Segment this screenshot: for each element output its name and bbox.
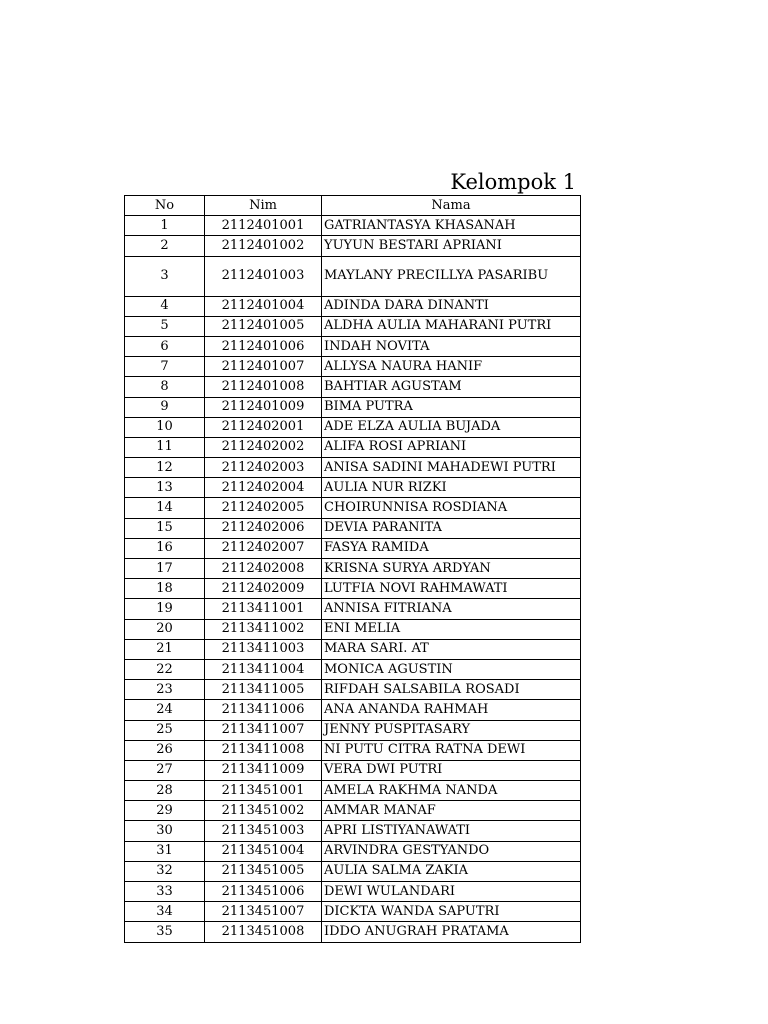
cell-nama: IDDO ANUGRAH PRATAMA xyxy=(322,922,581,942)
cell-nama: GATRIANTASYA KHASANAH xyxy=(322,216,581,236)
cell-no: 9 xyxy=(125,397,205,417)
cell-nama: ADINDA DARA DINANTI xyxy=(322,296,581,316)
cell-nama: MONICA AGUSTIN xyxy=(322,659,581,679)
table-body xyxy=(125,216,581,942)
header-nim: Nim xyxy=(205,196,322,216)
cell-nama: LUTFIA NOVI RAHMAWATI xyxy=(322,579,581,599)
cell-no: 24 xyxy=(125,700,205,720)
table-row xyxy=(125,538,581,558)
cell-nama: ENI MELIA xyxy=(322,619,581,639)
table-row xyxy=(125,700,581,720)
cell-no: 15 xyxy=(125,518,205,538)
cell-nama: ALLYSA NAURA HANIF xyxy=(322,357,581,377)
cell-no: 25 xyxy=(125,720,205,740)
table-row xyxy=(125,397,581,417)
cell-nim: 2112402003 xyxy=(205,458,322,478)
cell-nama: DEVIA PARANITA xyxy=(322,518,581,538)
table-row xyxy=(125,882,581,902)
cell-no: 17 xyxy=(125,559,205,579)
cell-nama: DEWI WULANDARI xyxy=(322,882,581,902)
cell-no: 32 xyxy=(125,861,205,881)
cell-nama: ANA ANANDA RAHMAH xyxy=(322,700,581,720)
cell-nim: 2113411006 xyxy=(205,700,322,720)
document-title: Kelompok 1 xyxy=(450,170,576,194)
table-row xyxy=(125,437,581,457)
cell-no: 30 xyxy=(125,821,205,841)
cell-nama: CHOIRUNNISA ROSDIANA xyxy=(322,498,581,518)
cell-nim: 2113451008 xyxy=(205,922,322,942)
cell-no: 14 xyxy=(125,498,205,518)
cell-nim: 2112402005 xyxy=(205,498,322,518)
cell-no: 12 xyxy=(125,458,205,478)
cell-nama: AULIA SALMA ZAKIA xyxy=(322,861,581,881)
table-row xyxy=(125,659,581,679)
cell-no: 1 xyxy=(125,216,205,236)
cell-no: 18 xyxy=(125,579,205,599)
cell-nim: 2113451005 xyxy=(205,861,322,881)
cell-nim: 2113411003 xyxy=(205,639,322,659)
cell-no: 31 xyxy=(125,841,205,861)
table-row xyxy=(125,902,581,922)
table-row xyxy=(125,861,581,881)
table-row xyxy=(125,559,581,579)
cell-nama: APRI LISTIYANAWATI xyxy=(322,821,581,841)
cell-nim: 2112402004 xyxy=(205,478,322,498)
cell-no: 6 xyxy=(125,336,205,356)
cell-nim: 2112402006 xyxy=(205,518,322,538)
table-row xyxy=(125,236,581,256)
cell-nama: YUYUN BESTARI APRIANI xyxy=(322,236,581,256)
cell-nama: NI PUTU CITRA RATNA DEWI xyxy=(322,740,581,760)
cell-nim: 2113451003 xyxy=(205,821,322,841)
cell-no: 4 xyxy=(125,296,205,316)
cell-nim: 2112401002 xyxy=(205,236,322,256)
cell-nim: 2113411007 xyxy=(205,720,322,740)
cell-nama: ADE ELZA AULIA BUJADA xyxy=(322,417,581,437)
header-no: No xyxy=(125,196,205,216)
cell-nama: MAYLANY PRECILLYA PASARIBU xyxy=(322,256,581,296)
cell-no: 34 xyxy=(125,902,205,922)
cell-no: 22 xyxy=(125,659,205,679)
cell-nim: 2113411009 xyxy=(205,760,322,780)
table-row xyxy=(125,316,581,336)
cell-nama: ARVINDRA GESTYANDO xyxy=(322,841,581,861)
cell-no: 5 xyxy=(125,316,205,336)
cell-nama: ALIFA ROSI APRIANI xyxy=(322,437,581,457)
table-row xyxy=(125,357,581,377)
cell-nim: 2112402009 xyxy=(205,579,322,599)
cell-nim: 2113451001 xyxy=(205,781,322,801)
table-row xyxy=(125,518,581,538)
table-row xyxy=(125,680,581,700)
cell-nim: 2112401004 xyxy=(205,296,322,316)
header-nama: Nama xyxy=(322,196,581,216)
cell-nim: 2112401007 xyxy=(205,357,322,377)
cell-no: 19 xyxy=(125,599,205,619)
cell-no: 13 xyxy=(125,478,205,498)
cell-nama: FASYA RAMIDA xyxy=(322,538,581,558)
cell-nim: 2113411004 xyxy=(205,659,322,679)
cell-nim: 2112401001 xyxy=(205,216,322,236)
table-row xyxy=(125,639,581,659)
cell-nim: 2112402002 xyxy=(205,437,322,457)
cell-no: 21 xyxy=(125,639,205,659)
cell-nim: 2112401009 xyxy=(205,397,322,417)
cell-nim: 2112402008 xyxy=(205,559,322,579)
cell-no: 28 xyxy=(125,781,205,801)
table-row xyxy=(125,216,581,236)
table-row xyxy=(125,801,581,821)
cell-nama: BIMA PUTRA xyxy=(322,397,581,417)
cell-nama: ALDHA AULIA MAHARANI PUTRI xyxy=(322,316,581,336)
cell-no: 23 xyxy=(125,680,205,700)
cell-nim: 2112401008 xyxy=(205,377,322,397)
table-row xyxy=(125,619,581,639)
cell-nim: 2113411001 xyxy=(205,599,322,619)
table-row xyxy=(125,841,581,861)
cell-no: 29 xyxy=(125,801,205,821)
cell-nama: AMELA RAKHMA NANDA xyxy=(322,781,581,801)
cell-nama: AMMAR MANAF xyxy=(322,801,581,821)
cell-no: 2 xyxy=(125,236,205,256)
cell-nim: 2113451007 xyxy=(205,902,322,922)
cell-nama: MARA SARI. AT xyxy=(322,639,581,659)
cell-no: 20 xyxy=(125,619,205,639)
table-row xyxy=(125,256,581,296)
table-row xyxy=(125,296,581,316)
cell-nama: ANISA SADINI MAHADEWI PUTRI xyxy=(322,458,581,478)
cell-nim: 2112402001 xyxy=(205,417,322,437)
student-table xyxy=(124,195,581,943)
cell-nim: 2112401006 xyxy=(205,336,322,356)
table-row xyxy=(125,417,581,437)
cell-nim: 2113451002 xyxy=(205,801,322,821)
table-header-row xyxy=(125,196,581,216)
cell-no: 11 xyxy=(125,437,205,457)
table-row xyxy=(125,336,581,356)
cell-no: 3 xyxy=(125,256,205,296)
cell-nama: ANNISA FITRIANA xyxy=(322,599,581,619)
cell-no: 27 xyxy=(125,760,205,780)
cell-nama: JENNY PUSPITASARY xyxy=(322,720,581,740)
cell-nim: 2112401003 xyxy=(205,256,322,296)
cell-no: 8 xyxy=(125,377,205,397)
cell-no: 7 xyxy=(125,357,205,377)
cell-nama: INDAH NOVITA xyxy=(322,336,581,356)
cell-no: 10 xyxy=(125,417,205,437)
table-row xyxy=(125,377,581,397)
cell-nim: 2113411008 xyxy=(205,740,322,760)
table-row xyxy=(125,740,581,760)
cell-nama: VERA DWI PUTRI xyxy=(322,760,581,780)
cell-no: 26 xyxy=(125,740,205,760)
cell-nim: 2113451006 xyxy=(205,882,322,902)
cell-nim: 2112401005 xyxy=(205,316,322,336)
cell-nim: 2112402007 xyxy=(205,538,322,558)
cell-nim: 2113411002 xyxy=(205,619,322,639)
table-row xyxy=(125,498,581,518)
cell-nama: RIFDAH SALSABILA ROSADI xyxy=(322,680,581,700)
table-row xyxy=(125,781,581,801)
table-row xyxy=(125,720,581,740)
cell-nama: DICKTA WANDA SAPUTRI xyxy=(322,902,581,922)
cell-nama: AULIA NUR RIZKI xyxy=(322,478,581,498)
cell-no: 16 xyxy=(125,538,205,558)
table-row xyxy=(125,599,581,619)
table-row xyxy=(125,760,581,780)
table-row xyxy=(125,458,581,478)
cell-nim: 2113451004 xyxy=(205,841,322,861)
cell-nama: KRISNA SURYA ARDYAN xyxy=(322,559,581,579)
cell-nim: 2113411005 xyxy=(205,680,322,700)
table-row xyxy=(125,579,581,599)
cell-nama: BAHTIAR AGUSTAM xyxy=(322,377,581,397)
table-row xyxy=(125,478,581,498)
table-row xyxy=(125,922,581,942)
table-row xyxy=(125,821,581,841)
cell-no: 33 xyxy=(125,882,205,902)
cell-no: 35 xyxy=(125,922,205,942)
